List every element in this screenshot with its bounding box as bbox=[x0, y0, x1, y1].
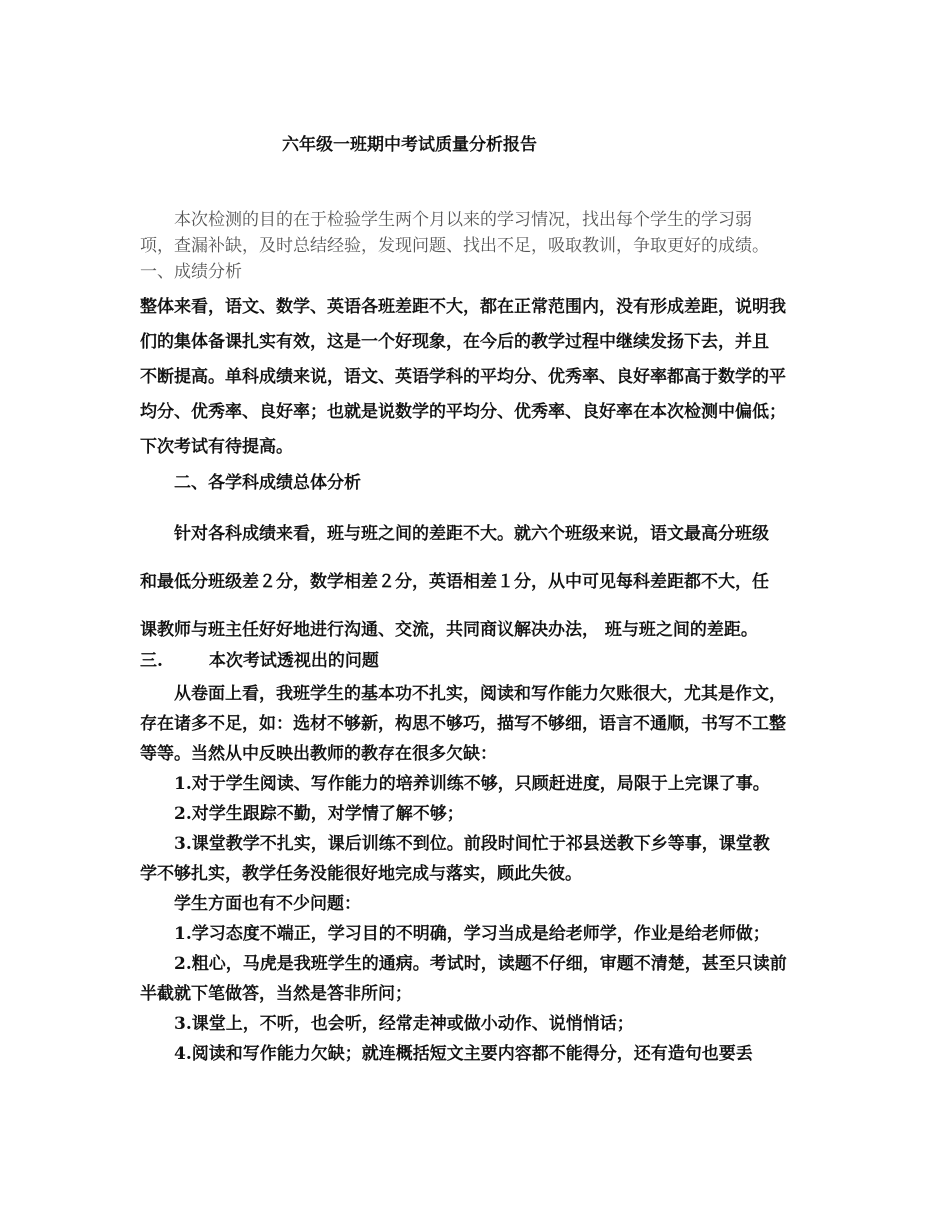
student-issue-2-cont: 半截就下笔做答，当然是答非所问； bbox=[140, 984, 412, 1004]
body-line: 们的集体备课扎实有效，这是一个好现象，在今后的教学过程中继续发扬下去，并且 bbox=[140, 332, 769, 352]
student-issue-1: 1.学习态度不端正，学习目的不明确，学习当成是给老师学，作业是给老师做； bbox=[174, 924, 770, 944]
section3-body bbox=[140, 679, 820, 1069]
intro-paragraph bbox=[140, 207, 820, 259]
section-heading-2: 二、各学科成绩总体分析 bbox=[174, 473, 361, 493]
body-line: 针对各科成绩来看，班与班之间的差距不大。就六个班级来说，语文最高分班级 bbox=[174, 524, 769, 544]
document-title: 六年级一班期中考试质量分析报告 bbox=[282, 135, 537, 155]
intro-line: 本次检测的目的在于检验学生两个月以来的学习情况，找出每个学生的学习弱 bbox=[174, 210, 752, 230]
body-line: 存在诸多不足，如：选材不够新，构思不够巧，描写不够细，语言不通顺，书写不工整 bbox=[140, 714, 786, 734]
teacher-issue-1: 1.对于学生阅读、写作能力的培养训练不够，只顾赶进度，局限于上完课了事。 bbox=[174, 774, 770, 794]
section1-body bbox=[140, 290, 820, 465]
teacher-issue-3: 3.课堂教学不扎实，课后训练不到位。前段时间忙于祁县送教下乡等事，课堂教 bbox=[174, 834, 770, 854]
students-intro: 学生方面也有不少问题： bbox=[174, 894, 361, 914]
student-issue-2: 2.粗心，马虎是我班学生的通病。考试时，读题不仔细，审题不清楚，甚至只读前 bbox=[174, 954, 787, 974]
student-issue-3: 3.课堂上，不听，也会听，经常走神或做小动作、说悄悄话； bbox=[174, 1014, 634, 1034]
student-issue-4: 4.阅读和写作能力欠缺；就连概括短文主要内容都不能得分，还有造句也要丢 bbox=[174, 1044, 753, 1064]
body-line: 从卷面上看，我班学生的基本功不扎实，阅读和写作能力欠账很大，尤其是作文， bbox=[174, 684, 786, 704]
body-line: 课教师与班主任好好地进行沟通、交流，共同商议解决办法， 班与班之间的差距。 bbox=[140, 620, 758, 640]
section3-title: 本次考试透视出的问题 bbox=[208, 651, 379, 671]
section-heading-1: 一、成绩分析 bbox=[140, 262, 242, 282]
teacher-issue-2: 2.对学生跟踪不勤，对学情了解不够； bbox=[174, 804, 464, 824]
teacher-issue-3-cont: 学不够扎实，教学任务没能很好地完成与落实，顾此失彼。 bbox=[140, 864, 582, 884]
body-line: 均分、优秀率、良好率；也就是说数学的平均分、优秀率、良好率在本次检测中偏低； bbox=[140, 402, 786, 422]
body-line: 整体来看，语文、数学、英语各班差距不大，都在正常范围内，没有形成差距，说明我 bbox=[140, 297, 786, 317]
section-heading-3 bbox=[140, 648, 820, 674]
body-line: 和最低分班级差２分，数学相差２分，英语相差１分，从中可见每科差距都不大，任 bbox=[140, 572, 769, 592]
section3-number: 三. bbox=[140, 651, 163, 671]
intro-line: 项，查漏补缺，及时总结经验，发现问题、找出不足，吸取教训，争取更好的成绩。 bbox=[140, 236, 769, 256]
section2-body bbox=[140, 510, 820, 654]
body-line: 等等。当然从中反映出教师的教存在很多欠缺： bbox=[140, 744, 497, 764]
body-line: 不断提高。单科成绩来说，语文、英语学科的平均分、优秀率、良好率都高于数学的平 bbox=[140, 367, 786, 387]
body-line: 下次考试有待提高。 bbox=[140, 437, 293, 457]
